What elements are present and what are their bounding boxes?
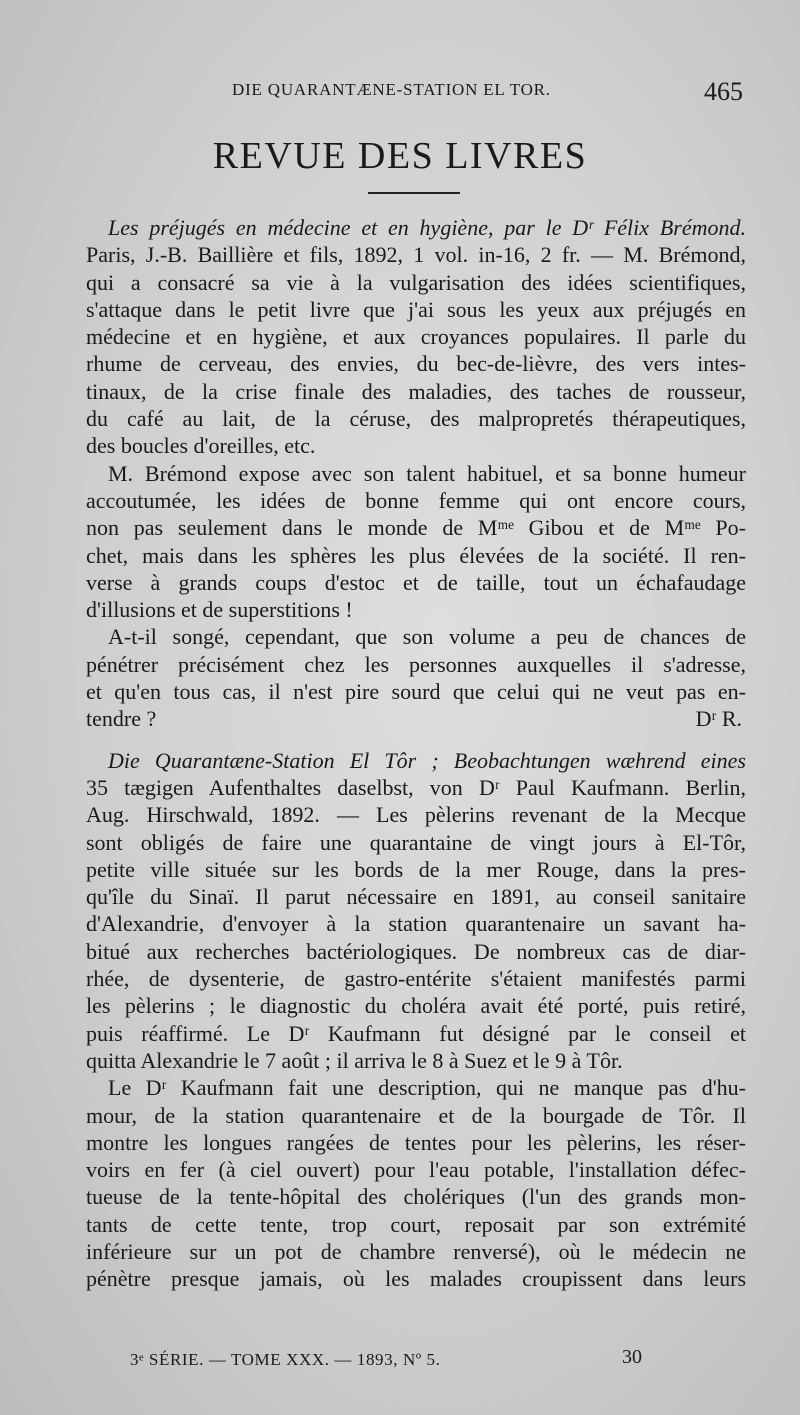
text-line: Aug. Hirschwald, 1892. — Les pèlerins revenant de la Mecque [86,802,746,828]
text-line: Die Quarantæne-Station El Tôr ; Beobachtungen wæhrend eines [108,747,746,773]
text-line: mour, de la station quarantenaire et de la bourgade de Tôr. Il [86,1102,746,1128]
text-line: A-t-il songé, cependant, que son volume a peu de chances de [108,624,746,650]
text-line: Les préjugés en médecine et en hygiène, par le Dʳ Félix Brémond. [108,215,746,240]
text-line: qu'île du Sinaï. Il parut nécessaire en 1891, au conseil sanitaire [86,884,746,910]
text-line: des boucles d'oreilles, etc. [86,433,316,459]
signature-mark: 30 [622,1346,642,1368]
text-line: tueuse de la tente-hôpital des cholériques (l'un des grands mon- [86,1184,746,1210]
text-line: bitué aux recherches bactériologiques. De nombreux cas de diar- [86,938,746,964]
text-line: rhume de cerveau, des envies, du bec-de-lièvre, des vers intes- [86,351,746,377]
text-line: pénétrer précisément chez les personnes auxquelles il s'adresse, [86,651,746,677]
text-line: Paris, J.-B. Baillière et fils, 1892, 1 vol. in-16, 2 fr. — M. Brémond, [86,242,746,268]
text-line: médecine et en hygiène, et aux croyances populaires. Il parle du [86,324,746,350]
footer-series: 3ᵉ SÉRIE. — TOME XXX. — 1893, Nº 5. [130,1350,441,1369]
text-line-end: tendre ? [86,706,157,732]
text-line: s'attaque dans le petit livre que j'ai sous les yeux aux préjugés en [86,296,746,322]
text-line: petite ville située sur les bords de la mer Rouge, dans la pres- [86,856,746,882]
text-line: et qu'en tous cas, il n'est pire sourd que celui qui ne veut pas en- [86,679,746,705]
page-number: 465 [704,77,743,106]
running-header [0,77,800,108]
text-line: voirs en fer (à ciel ouvert) pour l'eau potable, l'installation défec- [86,1157,746,1183]
text-line: d'Alexandrie, d'envoyer à la station quarantenaire un savant ha- [86,911,746,937]
review-signature: Dʳ R. [695,706,742,732]
running-title: DIE QUARANTÆNE-STATION EL TOR. [232,80,551,99]
text-line: du café au lait, de la céruse, des malpropretés thérapeutiques, [86,406,746,432]
page-footer [0,1346,800,1380]
text-line: puis réaffirmé. Le Dʳ Kaufmann fut désigné par le conseil et [86,1020,746,1046]
text-line: Le Dʳ Kaufmann fait une description, qui ne manque pas d'hu- [108,1075,746,1101]
text-line: qui a consacré sa vie à la vulgarisation des idées scientifiques, [86,269,746,295]
text-line: M. Brémond expose avec son talent habituel, et sa bonne humeur [108,460,746,486]
review-text [86,214,746,1293]
text-line: tants de cette tente, trop court, reposait par son extrémité [86,1211,746,1237]
text-line: sont obligés de faire une quarantaine de vingt jours à El-Tôr, [86,829,746,855]
text-line: non pas seulement dans le monde de Mᵐᵉ Gibou et de Mᵐᵉ Po- [86,515,746,541]
text-line [86,705,746,732]
text-line: les pèlerins ; le diagnostic du choléra avait été porté, puis retiré, [86,993,746,1019]
text-line: montre les longues rangées de tentes pour les pèlerins, les réser- [86,1129,746,1155]
text-line: pénètre presque jamais, où les malades croupissent dans leurs [86,1266,746,1292]
text-line: accoutumée, les idées de bonne femme qui ont encore cours, [86,487,746,513]
text-line: quitta Alexandrie le 7 août ; il arriva le 8 à Suez et le 9 à Tôr. [86,1047,623,1073]
text-line: tinaux, de la crise finale des maladies, des taches de rousseur, [86,378,746,404]
paragraph-gap [86,733,746,747]
section-heading: REVUE DES LIVRES [212,135,588,177]
text-line: d'illusions et de superstitions ! [86,597,353,623]
text-line: rhée, de dysenterie, de gastro-entérite s'étaient manifestés parmi [86,966,746,992]
text-line: chet, mais dans les sphères les plus élevées de la société. Il ren- [86,542,746,568]
text-line: verse à grands coups d'estoc et de taille, tout un échafaudage [86,569,746,595]
text-line: 35 tægigen Aufenthaltes daselbst, von Dʳ Paul Kaufmann. Berlin, [86,774,746,800]
heading-rule [368,192,460,194]
text-line: inférieure sur un pot de chambre renversé), où le médecin ne [86,1238,746,1264]
